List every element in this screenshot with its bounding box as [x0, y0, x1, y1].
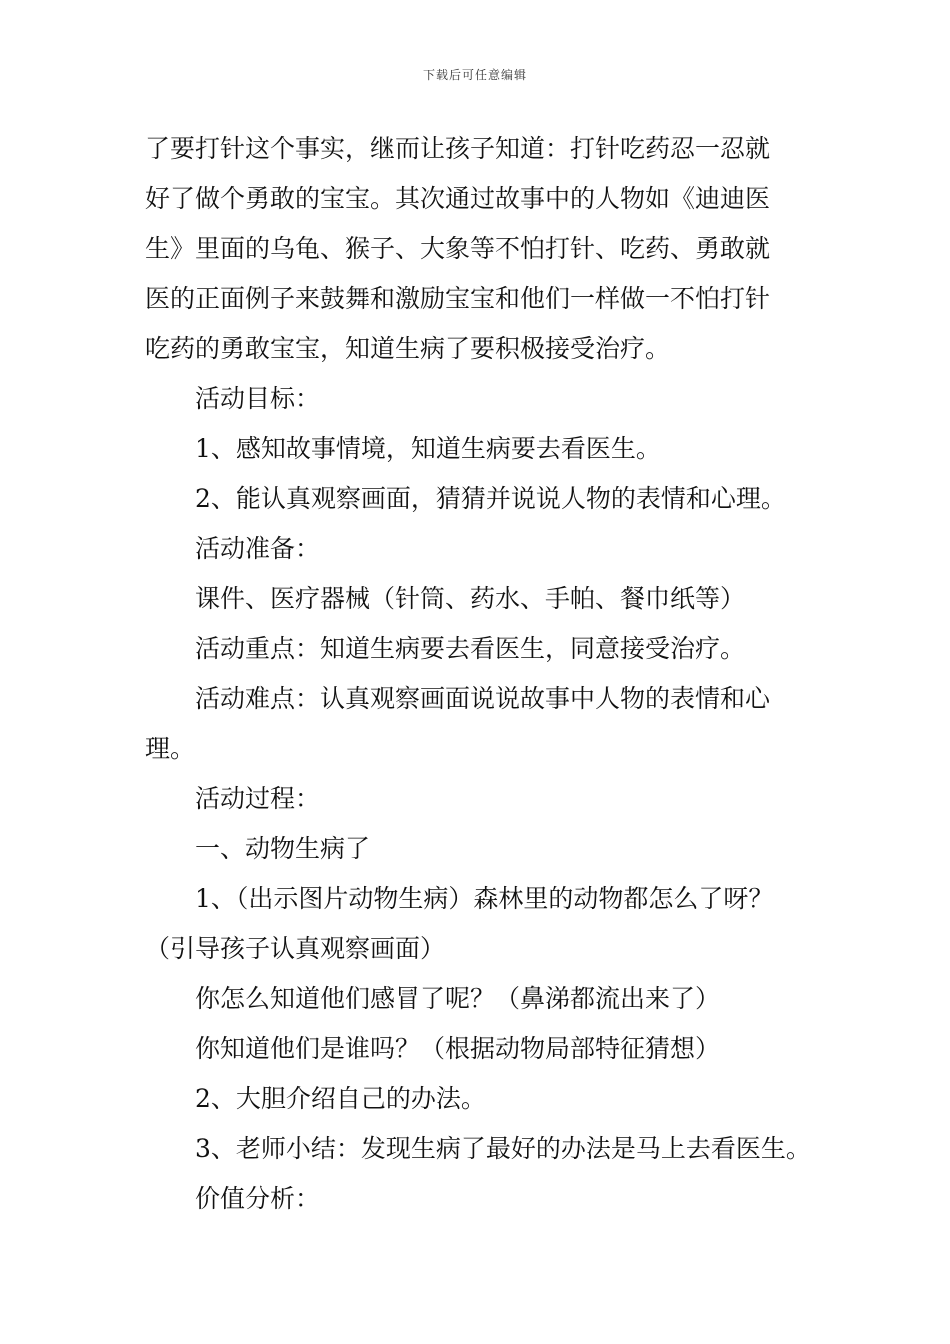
text-line: 你知道他们是谁吗？（根据动物局部特征猜想）	[195, 1034, 721, 1063]
text-line: （引导孩子认真观察画面）	[145, 934, 446, 963]
text-line: 1、（出示图片动物生病）森林里的动物都怎么了呀？	[195, 884, 774, 913]
page-header: 下载后可任意编辑	[422, 68, 527, 82]
text-line: 了要打针这个事实，继而让孩子知道：打针吃药忍一忍就	[145, 134, 771, 163]
text-line: 医的正面例子来鼓舞和激励宝宝和他们一样做一不怕打针	[145, 284, 771, 313]
text-line: 3、老师小结：发现生病了最好的办法是马上去看医生。	[195, 1134, 811, 1163]
text-line: 活动难点：认真观察画面说说故事中人物的表情和心	[195, 684, 771, 713]
section-heading: 活动准备：	[195, 534, 321, 563]
text-line: 理。	[145, 734, 196, 763]
text-line: 课件、医疗器械（针筒、药水、手帕、餐巾纸等）	[195, 584, 746, 613]
text-line: 活动重点：知道生病要去看医生，同意接受治疗。	[195, 634, 746, 663]
text-line: 生》里面的乌龟、猴子、大象等不怕打针、吃药、勇敢就	[145, 234, 771, 263]
text-line: 2、大胆介绍自己的办法。	[195, 1084, 486, 1113]
document-body	[145, 124, 810, 1224]
text-line: 2、能认真观察画面，猜猜并说说人物的表情和心理。	[195, 484, 786, 513]
section-heading: 活动过程：	[195, 784, 321, 813]
text-line: 你怎么知道他们感冒了呢？（鼻涕都流出来了）	[195, 984, 721, 1013]
text-line: 1、感知故事情境，知道生病要去看医生。	[195, 434, 661, 463]
subsection-heading: 一、动物生病了	[195, 834, 371, 863]
text-line: 吃药的勇敢宝宝，知道生病了要积极接受治疗。	[145, 334, 671, 363]
section-heading: 价值分析：	[195, 1184, 321, 1213]
section-heading: 活动目标：	[195, 384, 321, 413]
text-line: 好了做个勇敢的宝宝。其次通过故事中的人物如《迪迪医	[145, 184, 771, 213]
